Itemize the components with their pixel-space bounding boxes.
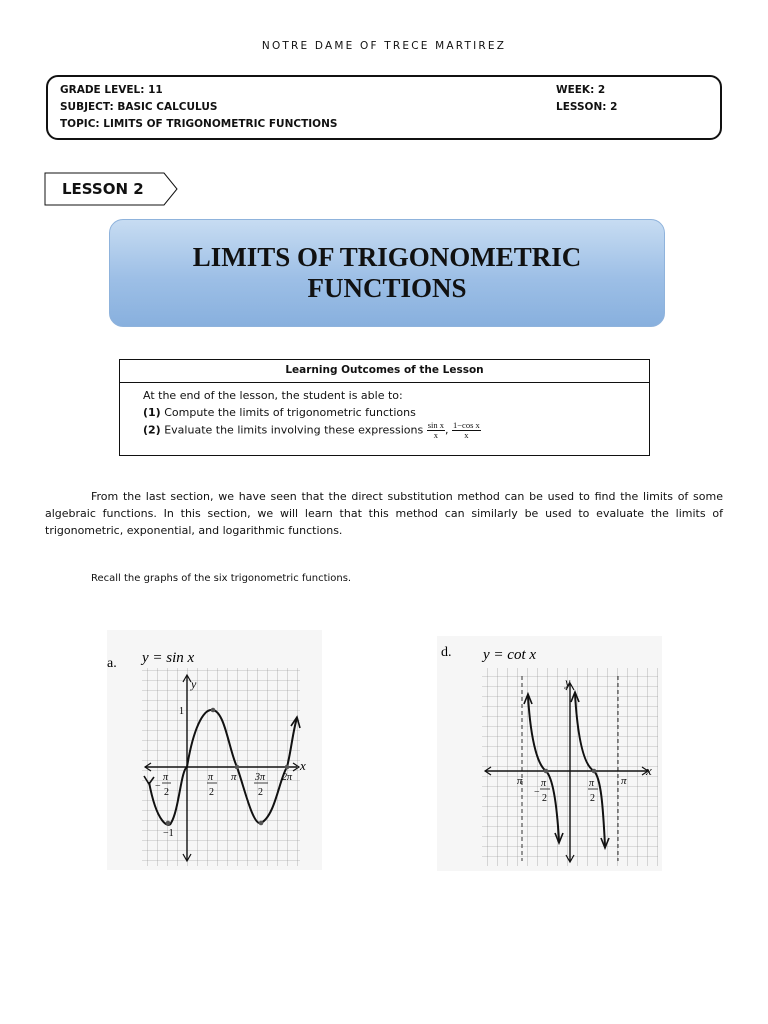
cotangent-xtick-half-pi-den: 2 [590, 793, 595, 804]
cotangent-graph-letter: d. [441, 645, 452, 660]
school-name: NOTRE DAME OF TRECE MARTIREZ [261, 40, 507, 52]
cotangent-xtick-pi: π [621, 775, 627, 787]
sine-ytick-1: 1 [179, 706, 184, 717]
lesson-tag [44, 172, 184, 210]
cotangent-y-axis-label: y [565, 675, 571, 689]
lesson-number: LESSON: 2 [556, 101, 618, 113]
outcome-item-1-text: Compute the limits of trigonometric functions [164, 406, 416, 419]
sine-zero-2pi [285, 765, 290, 770]
outcome-item-2 [143, 421, 649, 440]
cotangent-xtick-neg-half-pi-num: π [541, 778, 547, 789]
recall-text: Recall the graphs of the six trigonometric functions. [91, 573, 352, 584]
outcomes-intro: At the end of the lesson, the student is able to: [143, 389, 403, 402]
subject: SUBJECT: BASIC CALCULUS [60, 101, 218, 113]
sine-y-axis-label: y [191, 677, 197, 691]
cotangent-graph [437, 636, 662, 871]
cotangent-zero-neg-half-pi [544, 769, 549, 774]
sine-xtick-neg-half-pi-sign: − [155, 781, 161, 792]
sine-zero-pi [235, 765, 240, 770]
cotangent-x-axis-label: x [646, 763, 652, 778]
learning-outcomes-table [119, 359, 650, 456]
outcome-item-2-text: Evaluate the limits involving these expressions [164, 423, 424, 437]
outcome-item-1-number: (1) [143, 406, 161, 419]
sine-xtick-neg-half-pi-den: 2 [164, 787, 169, 798]
expression-sinx-over-x: $\frac{\text{sin x}}{x}$ [427, 420, 444, 440]
sine-x-axis-label: x [300, 758, 306, 773]
sine-graph-equation: y = sin x [142, 650, 195, 666]
sine-xtick-neg-half-pi-num: π [163, 772, 169, 783]
outcomes-heading: Learning Outcomes of the Lesson [120, 360, 649, 383]
topic: TOPIC: LIMITS OF TRIGONOMETRIC FUNCTIONS [60, 118, 338, 130]
cotangent-zero-half-pi [592, 769, 597, 774]
outcomes-body [120, 383, 649, 440]
outcome-item-1 [143, 404, 649, 421]
sine-xtick-three-half-pi-num: 3π [255, 772, 266, 783]
course-info-box [46, 75, 722, 140]
cotangent-xtick-neg-half-pi-sign: − [534, 787, 540, 798]
intro-paragraph: From the last section, we have seen that the direct substitution method can be used to find the limits of some algebraic functions. In this section, we will learn that this method can similarly be used to evaluate the limits of trigonometric, exponential, and logarithmic functions. [45, 490, 723, 537]
sine-min-point-left [166, 821, 171, 826]
outcome-item-2-number: (2) [143, 423, 161, 437]
sine-graph [107, 630, 322, 870]
cotangent-xtick-half-pi-num: π [589, 778, 595, 789]
cotangent-xtick-neg-half-pi-den: 2 [542, 793, 547, 804]
expression-1-minus-cosx-over-x: $\frac{\text{1−cos x}}{x}$ [453, 420, 480, 440]
sine-xtick-2pi: 2π [282, 772, 293, 783]
sine-xtick-three-half-pi-den: 2 [258, 787, 263, 798]
sine-xtick-pi: π [231, 771, 237, 783]
week: WEEK: 2 [556, 84, 606, 96]
expression-separator: , [445, 423, 449, 437]
cotangent-graph-equation: y = cot x [483, 647, 537, 663]
cotangent-xtick-neg-pi: π [517, 775, 523, 787]
grade-level: GRADE LEVEL: 11 [60, 84, 163, 96]
sine-max-point [211, 708, 216, 713]
sine-graph-letter: a. [107, 656, 117, 671]
sine-xtick-half-pi-num: π [208, 772, 214, 783]
sine-min-point [259, 821, 264, 826]
sine-xtick-half-pi-den: 2 [209, 787, 214, 798]
lesson-tag-label: LESSON 2 [62, 180, 144, 198]
title-banner [109, 219, 665, 327]
sine-ytick-neg1: −1 [163, 828, 174, 839]
page-title: LIMITS OF TRIGONOMETRIC FUNCTIONS [192, 242, 582, 303]
